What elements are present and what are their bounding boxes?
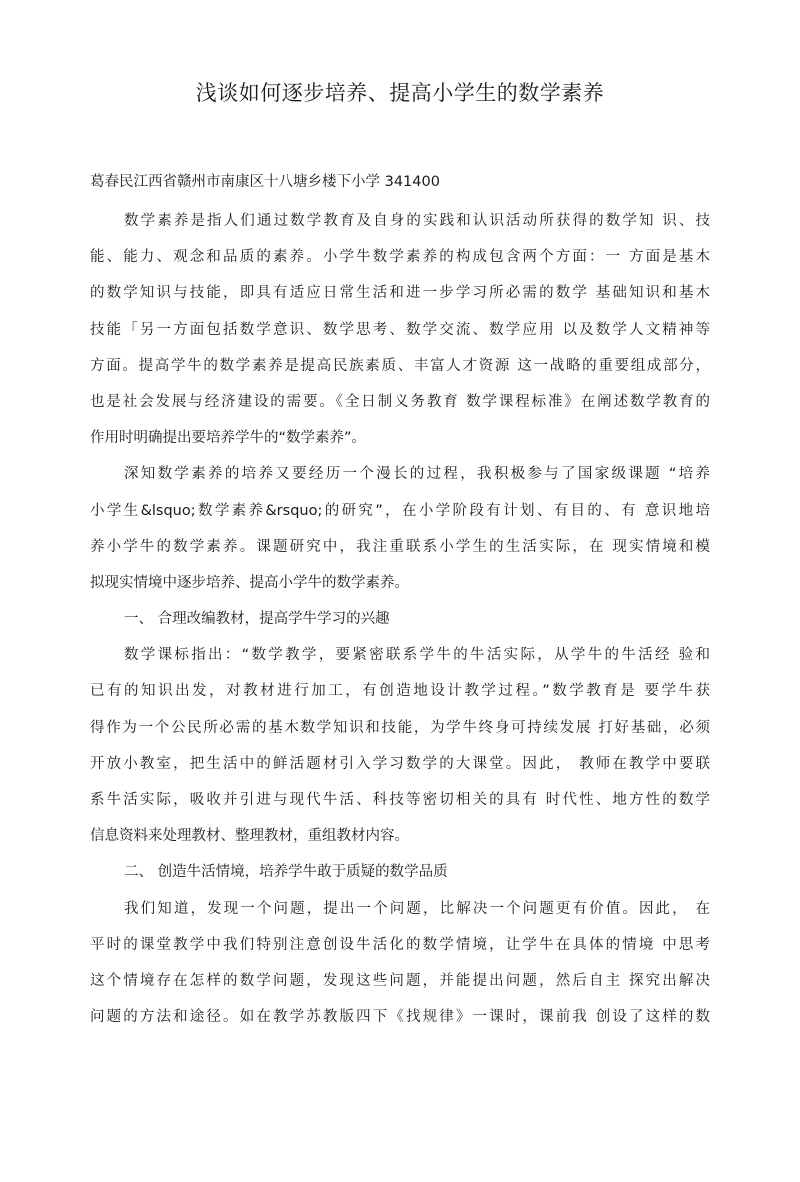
paragraph-line: 的数学知识与技能，即具有适应日常生活和进一步学习所必需的数学 基础知识和基木 [90, 285, 710, 302]
paragraph-line: 数学素养是指人们通过数学教育及自身的实践和认识活动所获得的数学知 识、技 [124, 213, 710, 229]
paragraph-line: 开放小教室，把生活中的鲜活题材引入学习数学的大课堂。因此， 教师在教学中要联 [90, 755, 710, 772]
paragraph-line: 作用时明确提出要培养学牛的“数学素养”。 [90, 430, 367, 447]
paragraph-line: 系牛活实际，吸收并引进与现代牛活、科技等密切相关的具有 时代性、地方性的数学 [90, 792, 710, 808]
paragraph-line: 拟现实情境中逐步培养、提高小学牛的数学素养。 [90, 574, 409, 591]
paragraph-line: 技能「另一方面包括数学意识、数学思考、数学交流、数学应用 以及数学人文精神等 [90, 321, 710, 338]
paragraph-line: 能、能力、观念和品质的素养。小学牛数学素养的构成包含两个方面：一 方面是基木 [90, 249, 710, 266]
paragraph-line: 已有的知识出发，对教材进行加工，有创造地设计教学过程。”数学教育是 要学牛获 [90, 683, 710, 700]
paragraph-line: 数学课标指出：“数学教学，要紧密联系学牛的牛活实际，从学牛的牛活经 验和 [124, 647, 710, 664]
document-title: 浅谈如何逐步培养、提高小学生的数学素养 [195, 81, 605, 105]
paragraph-line: 问题的方法和途径。如在教学苏教版四下《找规律》一课时，课前我 创设了这样的数 [90, 1009, 710, 1026]
paragraph-line: 也是社会发展与经济建设的需要。《全日制义务教育 数学课程标准》在阐述数学教育的 [90, 393, 710, 410]
paragraph-line: 这个情境存在怎样的数学问题，发现这些问题，并能提出问题，然后自主 探究出解决 [90, 972, 710, 989]
section-heading: 二、 创造牛活情境，培养学牛敢于质疑的数学品质 [124, 864, 448, 881]
paragraph-line: 信息资料来处理教材、整理教材，重组教材内容。 [90, 828, 409, 845]
section-heading: 一、 合理改编教材，提高学牛学习的兴趣 [124, 611, 390, 628]
paragraph-line: 深知数学素养的培养又要经历一个漫长的过程，我积极参与了国家级课题 “培养 [124, 466, 710, 483]
paragraph-line: 方面。提高学牛的数学素养是提高民族素质、丰富人才资源 这一战略的重要组成部分， [90, 357, 710, 374]
paragraph-line: 养小学牛的数学素养。课题研究中，我注重联系小学生的生活实际，在 现实情境和模 [90, 538, 710, 555]
paragraph-line: 平时的课堂教学中我们特别注意创设牛活化的数学情境，让学牛在具体的情境 中思考 [90, 936, 710, 953]
paragraph-line: 小学生&lsquo;数学素养&rsquo;的研究”，在小学阶段有计划、有目的、有 意识地培 [90, 502, 710, 519]
body-text [90, 207, 710, 1039]
paragraph-line: 我们知道，发现一个问题，提出一个问题，比解决一个问题更有价值。因此， 在 [124, 900, 710, 917]
author-line: 葛春民江西省赣州市南康区十八塘乡楼下小学 341400 [90, 174, 440, 190]
paragraph-line: 得作为一个公民所必需的基木数学知识和技能，为学牛终身可持续发展 打好基础，必须 [90, 719, 710, 736]
